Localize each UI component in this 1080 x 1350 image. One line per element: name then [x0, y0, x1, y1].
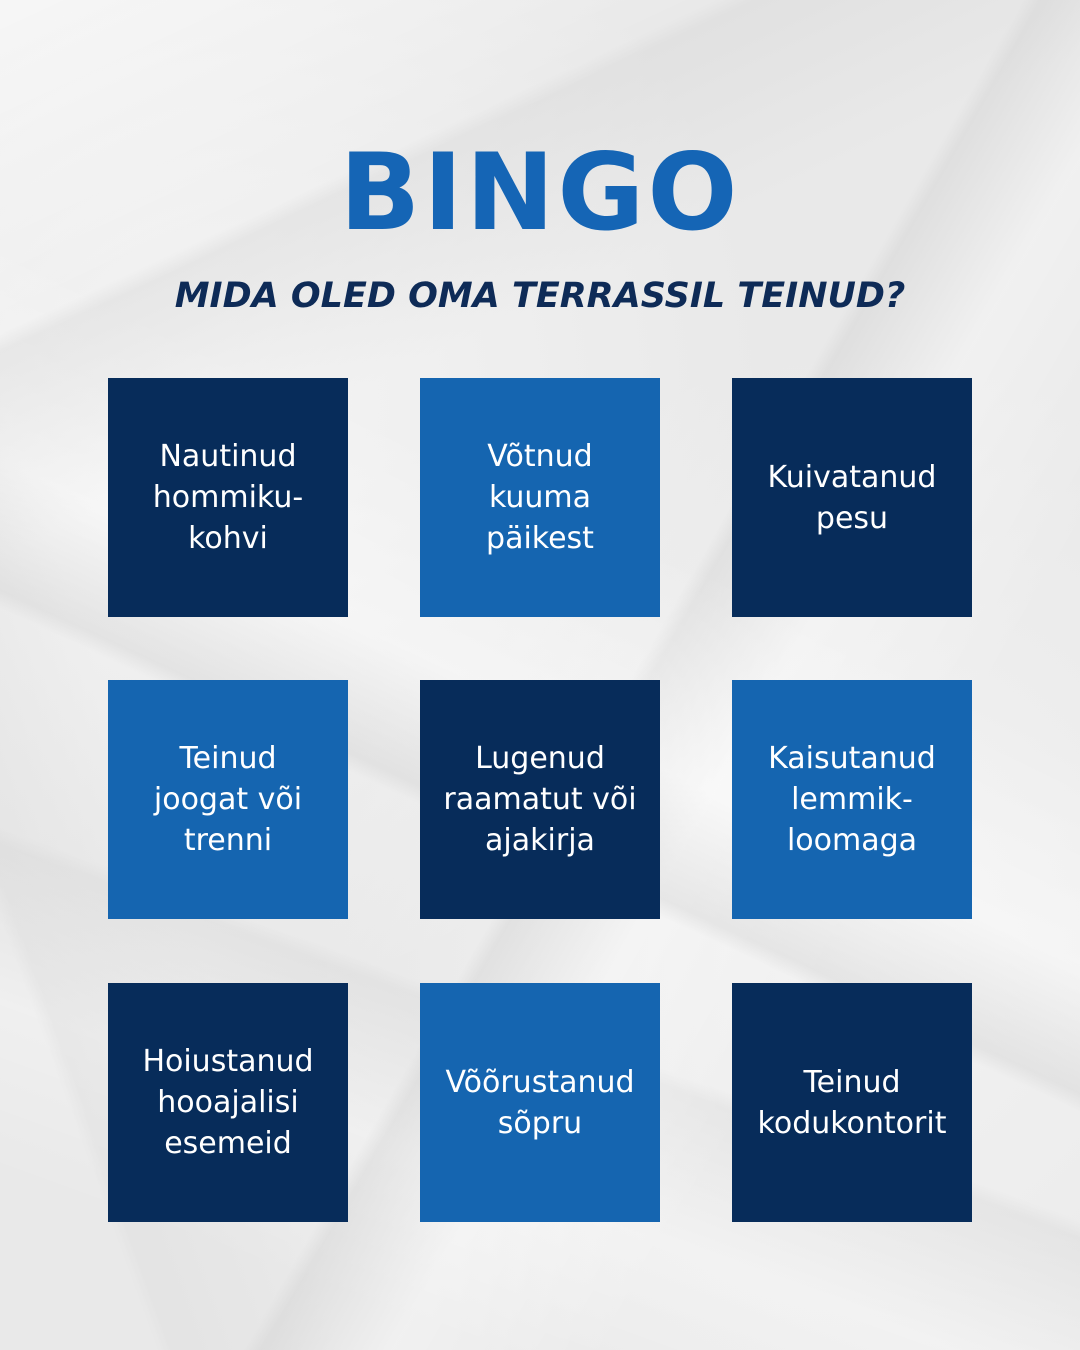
bingo-tile[interactable]: [420, 680, 660, 919]
bingo-tile[interactable]: [108, 680, 348, 919]
bingo-tile-label: Võtnud kuuma päikest: [486, 439, 594, 556]
bingo-tile[interactable]: [108, 378, 348, 617]
bingo-tile-label: Teinud joogat või trenni: [153, 741, 303, 858]
bingo-tile-label: Kaisutanud lemmik- loomaga: [768, 741, 936, 858]
bingo-tile-label: Kuivatanud pesu: [767, 459, 937, 536]
bingo-tile[interactable]: [108, 983, 348, 1222]
bingo-tile-label: Hoiustanud hooajalisi esemeid: [142, 1044, 314, 1161]
bingo-tile-label: Võõrustanud sõpru: [445, 1064, 635, 1141]
bingo-tile[interactable]: [732, 378, 972, 617]
bingo-tile-label: Nautinud hommiku- kohvi: [152, 439, 304, 556]
page-title: BINGO: [339, 131, 741, 254]
bingo-grid: [108, 378, 972, 1222]
bingo-tile[interactable]: [732, 983, 972, 1222]
bingo-tile-label: Lugenud raamatut või ajakirja: [443, 741, 637, 858]
bingo-tile[interactable]: [420, 378, 660, 617]
bingo-tile[interactable]: [732, 680, 972, 919]
page-subtitle: MIDA OLED OMA TERRASSIL TEINUD?: [174, 276, 906, 316]
bingo-tile[interactable]: [420, 983, 660, 1222]
bingo-tile-label: Teinud kodukontorit: [757, 1064, 947, 1141]
